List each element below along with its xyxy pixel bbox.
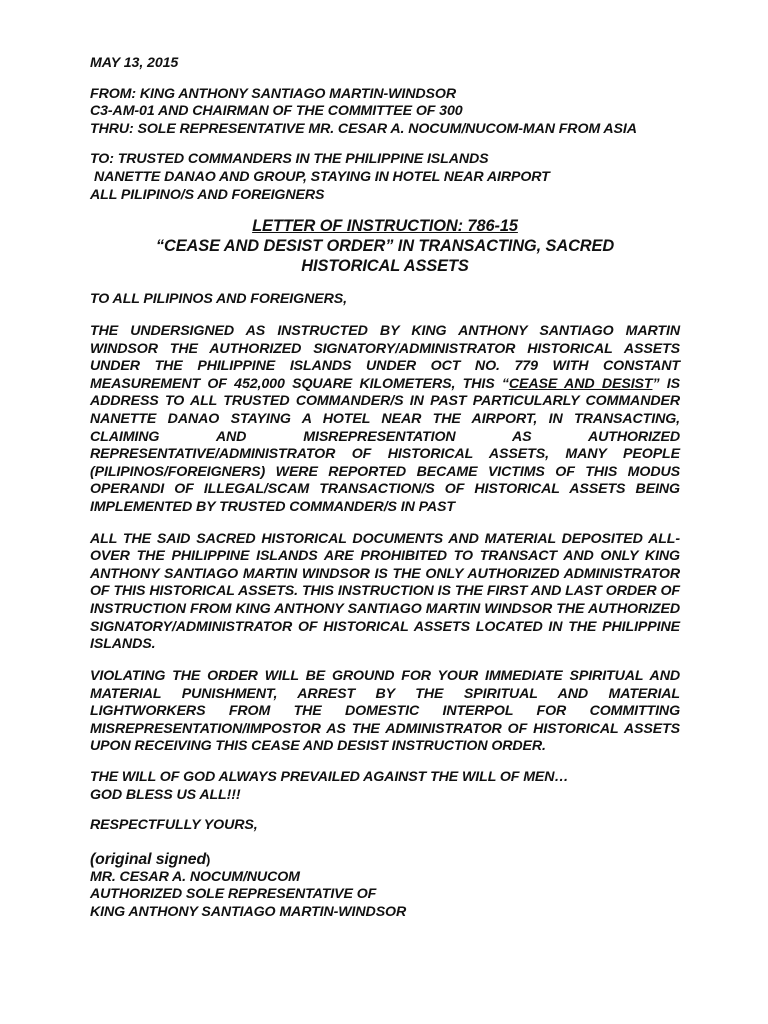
title-assets: HISTORICAL ASSETS — [301, 257, 469, 276]
paragraph-1-after: ” IS ADDRESS TO ALL TRUSTED COMMANDER/S IN PAST PARTICULARLY COMMANDER NANETTE DANAO STAYING A HOTEL NEAR THE AIRPORT, IN TRANSACTING, CLAIMING AND MISREPRESENTATION AS AUTHORIZED REPRESENTATIVE/ADMINISTRATOR OF HISTORICAL ASSETS, MANY PEOPLE (PILIPINOS/FOREIGNERS) WERE REPORTED BECAME VICTIMS OF THIS MODUS OPERANDI OF ILLEGAL/SCAM TRANSACTION/S OF HISTORICAL ASSETS BEING IMPLEMENTED BY TRUSTED COMMANDER/S IN PAST — [90, 375, 680, 515]
from-line: FROM: KING ANTHONY SANTIAGO MARTIN-WINDSOR — [90, 85, 456, 102]
signatory-name: MR. CESAR A. NOCUM/NUCOM — [90, 868, 300, 885]
title-instruction-number: LETTER OF INSTRUCTION: 786-15 — [252, 217, 518, 236]
date-text: MAY 13, 2015 — [90, 55, 179, 71]
to-group-line: NANETTE DANAO AND GROUP, STAYING IN HOTEL NEAR AIRPORT — [94, 168, 550, 185]
thru-line: THRU: SOLE REPRESENTATIVE MR. CESAR A. NOCUM/NUCOM-MAN FROM ASIA — [90, 120, 637, 137]
original-signed — [90, 850, 680, 869]
to-all-line: ALL PILIPINO/S AND FOREIGNERS — [90, 186, 325, 203]
signature-block — [90, 869, 680, 922]
letter-date — [90, 55, 680, 73]
letter-page — [90, 55, 680, 922]
signed-text: (original signed — [90, 850, 207, 868]
title-order: “CEASE AND DESIST ORDER” IN TRANSACTING, SACRED — [155, 237, 615, 256]
respectfully-text: RESPECTFULLY YOURS, — [90, 817, 258, 834]
god-bless-line: GOD BLESS US ALL!!! — [90, 786, 241, 803]
respectfully-yours — [90, 817, 680, 835]
to-line: TO: TRUSTED COMMANDERS IN THE PHILIPPINE ISLANDS — [90, 151, 489, 168]
letter-title — [90, 216, 680, 276]
will-of-god-line: THE WILL OF GOD ALWAYS PREVAILED AGAINST THE WILL OF MEN… — [90, 768, 569, 785]
paragraph-1 — [90, 323, 680, 517]
signed-close-paren: ) — [206, 851, 211, 867]
paragraph-1-before: THE UNDERSIGNED AS INSTRUCTED BY KING ANTHONY SANTIAGO MARTIN WINDSOR THE AUTHORIZED SIGNATORY/ADMINISTRATOR HISTORICAL ASSETS UNDER THE PHILIPPINE ISLANDS UNDER OCT NO. 779 WITH CONSTANT MEASUREMENT OF 452,000 SQUARE KILOMETERS, THIS “ — [90, 322, 680, 392]
paragraph-2: ALL THE SAID SACRED HISTORICAL DOCUMENTS AND MATERIAL DEPOSITED ALL-OVER THE PHILIPPINE ISLANDS ARE PROHIBITED TO TRANSACT AND ONLY KING ANTHONY SANTIAGO MARTIN WINDSOR IS THE ONLY AUTHORIZED ADMINISTRATOR OF THIS HISTORICAL ASSETS. THIS INSTRUCTION IS THE FIRST AND LAST ORDER OF INSTRUCTION FROM KING ANTHONY SANTIAGO MARTIN WINDSOR THE AUTHORIZED SIGNATORY/ADMINISTRATOR OF HISTORICAL ASSETS LOCATED IN THE PHILIPPINE ISLANDS. — [90, 530, 680, 653]
from-block — [90, 86, 680, 139]
salutation-text: TO ALL PILIPINOS AND FOREIGNERS, — [90, 291, 347, 308]
paragraph-1-underlined: CEASE AND DESIST — [508, 375, 653, 392]
paragraph-3: VIOLATING THE ORDER WILL BE GROUND FOR YOUR IMMEDIATE SPIRITUAL AND MATERIAL PUNISHMENT, ARREST BY THE SPIRITUAL AND MATERIAL LIGHTWORKERS FROM THE DOMESTIC INTERPOL FOR COMMITTING MISREPRESENTATION/IMPOSTOR AS THE ADMINISTRATOR OF HISTORICAL ASSETS UPON RECEIVING THIS CEASE AND DESIST INSTRUCTION ORDER. — [90, 668, 680, 755]
to-block — [90, 151, 680, 204]
chairman-line: C3-AM-01 AND CHAIRMAN OF THE COMMITTEE OF 300 — [90, 103, 463, 120]
salutation — [90, 291, 680, 309]
signatory-principal: KING ANTHONY SANTIAGO MARTIN-WINDSOR — [90, 903, 407, 920]
closing-lines — [90, 769, 680, 804]
signatory-role: AUTHORIZED SOLE REPRESENTATIVE OF — [90, 886, 377, 903]
